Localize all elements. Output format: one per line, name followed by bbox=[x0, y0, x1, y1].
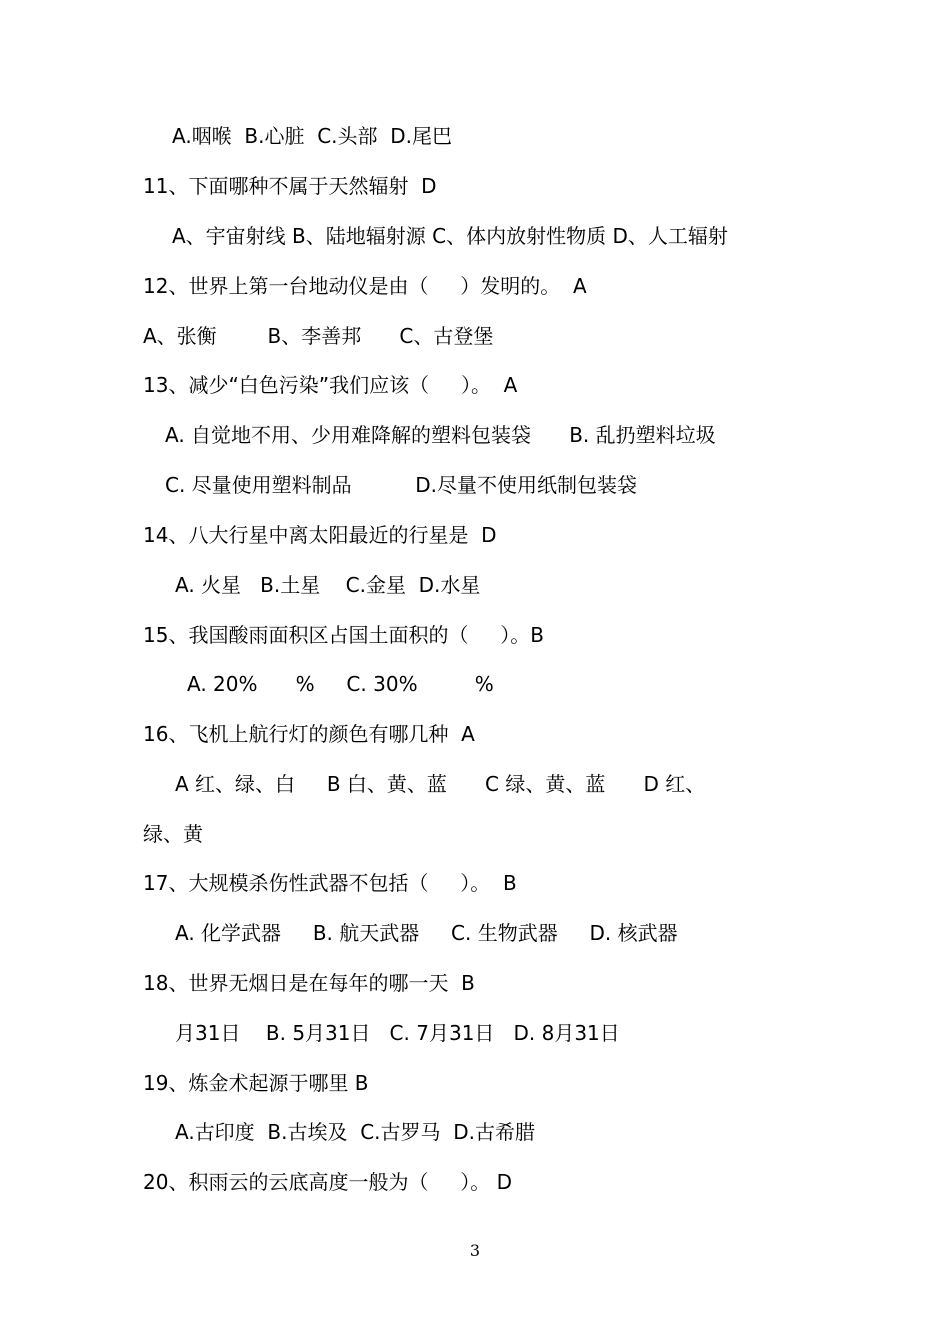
option-line-q10: A.咽喉 B.心脏 C.头部 D.尾巴 bbox=[172, 124, 452, 148]
option-line-q14: A. 火星 B.土星 C.金星 D.水星 bbox=[175, 573, 481, 597]
option-line-q17: A. 化学武器 B. 航天武器 C. 生物武器 D. 核武器 bbox=[175, 921, 678, 945]
option-line-q12: A、张衡 B、李善邦 C、古登堡 bbox=[143, 324, 494, 348]
question-15: 15、我国酸雨面积区占国土面积的（ ）。B bbox=[143, 623, 544, 647]
question-14: 14、八大行星中离太阳最近的行星是 D bbox=[143, 523, 497, 547]
option-line-q16-a: A 红、绿、白 B 白、黄、蓝 C 绿、黄、蓝 D 红、 bbox=[175, 772, 706, 796]
option-line-q19: A.古印度 B.古埃及 C.古罗马 D.古希腊 bbox=[175, 1120, 535, 1144]
option-line-q13-a: A. 自觉地不用、少用难降解的塑料包装袋 B. 乱扔塑料垃圾 bbox=[165, 423, 716, 447]
option-line-q15: A. 20% % C. 30% % bbox=[187, 672, 494, 696]
option-line-q18: 月31日 B. 5月31日 C. 7月31日 D. 8月31日 bbox=[175, 1021, 620, 1045]
question-12: 12、世界上第一台地动仪是由（ ）发明的。 A bbox=[143, 274, 587, 298]
page-number: 3 bbox=[469, 1241, 481, 1260]
question-18: 18、世界无烟日是在每年的哪一天 B bbox=[143, 971, 475, 995]
question-13: 13、减少“白色污染”我们应该（ ）。 A bbox=[143, 373, 518, 397]
question-16: 16、飞机上航行灯的颜色有哪几种 A bbox=[143, 722, 475, 746]
option-line-q11: A、宇宙射线 B、陆地辐射源 C、体内放射性物质 D、人工辐射 bbox=[172, 224, 728, 248]
option-line-q16-b: 绿、黄 bbox=[143, 822, 203, 846]
question-20: 20、积雨云的云底高度一般为（ ）。 D bbox=[143, 1170, 512, 1194]
option-line-q13-b: C. 尽量使用塑料制品 D.尽量不使用纸制包装袋 bbox=[165, 473, 638, 497]
question-19: 19、炼金术起源于哪里 B bbox=[143, 1071, 369, 1095]
question-11: 11、下面哪种不属于天然辐射 D bbox=[143, 174, 437, 198]
question-17: 17、大规模杀伤性武器不包括（ ）。 B bbox=[143, 871, 517, 895]
